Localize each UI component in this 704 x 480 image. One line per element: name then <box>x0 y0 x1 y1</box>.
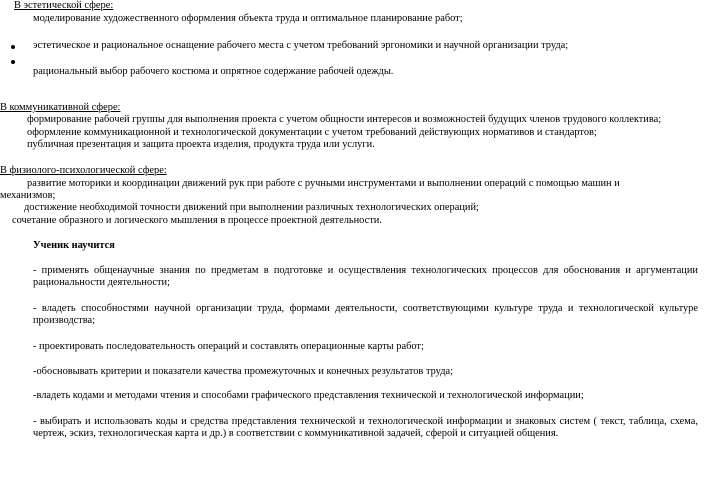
physio-item-2: достижение необходимой точности движений при выполнении различных технологических операций; <box>24 202 479 213</box>
communicative-item-1: формирование рабочей группы для выполнения проекта с учетом общности интересов и возможностей будущих членов трудового коллектива; <box>27 114 662 125</box>
communicative-item-3: публичная презентация и защита проекта изделия, продукта труда или услуги. <box>27 139 375 150</box>
learner-item-6: - выбирать и использовать коды и средства представления технической и технологической информации и знаковых систем ( текст, таблица, схема, чертеж, эскиз, технологическая карта и др.) в соответствии с коммуникативной задачей, сферой и ситуацией общения. <box>33 416 698 439</box>
aesthetic-item-2: эстетическое и рациональное оснащение рабочего места с учетом требований эргономики и научной организации труда; <box>33 40 569 51</box>
learner-heading: Ученик научится <box>33 240 115 251</box>
physio-heading: В физиолого-психологической сфере: <box>0 165 167 176</box>
learner-item-3: - проектировать последовательность операций и составлять операционные карты работ; <box>33 341 424 352</box>
bullet-icon <box>11 60 15 64</box>
learner-item-5: -владеть кодами и методами чтения и способами графического представления технической и технологической информации; <box>33 390 584 401</box>
communicative-item-2: оформление коммуникационной и технологической документации с учетом требований действующих нормативов и стандартов; <box>27 127 597 138</box>
learner-item-1: - применять общенаучные знания по предметам в подготовке и осуществления технологических процессов для обоснования и аргументации рациональности деятельности; <box>33 265 698 288</box>
aesthetic-item-1: моделирование художественного оформления объекта труда и оптимальное планирование работ; <box>33 13 463 24</box>
aesthetic-heading: В эстетической сфере: <box>14 0 114 11</box>
physio-item-1: развитие моторики и координации движений рук при работе с ручными инструментами и выполнении операций с помощью машин и <box>27 178 620 189</box>
learner-item-2: - владеть способностями научной организации труда, формами деятельности, соответствующими культуре труда и технологической культуре производства; <box>33 303 698 326</box>
aesthetic-item-3: рациональный выбор рабочего костюма и опрятное содержание рабочей одежды. <box>33 66 394 77</box>
learner-item-4: -обосновывать критерии и показатели качества промежуточных и конечных результатов труда; <box>33 366 453 377</box>
bullet-icon <box>11 45 15 49</box>
physio-item-1-cont: механизмов; <box>0 190 56 201</box>
communicative-heading: В коммуникативной сфере: <box>0 102 121 113</box>
physio-item-3: сочетание образного и логического мышления в процессе проектной деятельности. <box>12 215 382 226</box>
